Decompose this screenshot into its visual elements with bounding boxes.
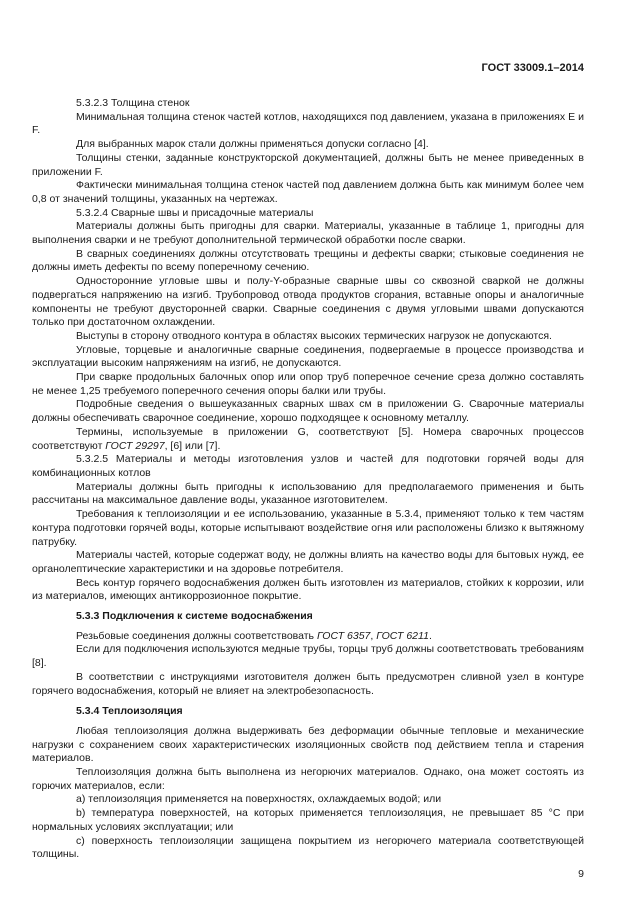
clause-heading: 5.3.2.4 Сварные швы и присадочные материалы [76, 206, 314, 219]
list-item: b) температура поверхностей, на которых применяется теплоизоляция, не превышает 85 °С при нормальных условиях эксплуатации; или [32, 807, 584, 833]
paragraph: Теплоизоляция должна быть выполнена из негорючих материалов. Однако, она может состоять из горючих материалов, если: [32, 766, 584, 792]
clause-heading: 5.3.2.5 Материалы и методы изготовления узлов и частей для подготовки горячей воды для комбинационных котлов [32, 453, 584, 479]
paragraph: Если для подключения используются медные трубы, торцы труб должны соответствовать требованиям [8]. [32, 643, 584, 670]
paragraph: В соответствии с инструкциями изготовителя должен быть предусмотрен сливной узел в контуре горячего водоснабжения, который не влияет на электробезопасность. [32, 670, 584, 697]
paragraph: Материалы должны быть пригодны для сварки. Материалы, указанные в таблице 1, пригодны для выполнения сварки и не требуют дополнительной термической обработки после сварки. [32, 220, 584, 247]
text-run: , [6] или [7]. [164, 439, 221, 452]
paragraph: Минимальная толщина стенок частей котлов, находящихся под давлением, указана в приложениях E и F. [32, 110, 584, 137]
standard-reference: ГОСТ 29297 [105, 439, 165, 452]
list-item: c) поверхность теплоизоляции защищена покрытием из негорючего материала соответствующей толщины. [32, 834, 584, 861]
paragraph: При сварке продольных балочных опор или опор труб поперечное сечение среза должно составлять не менее 1,25 требуемого поперечного сечения опоры балки или трубы. [32, 371, 584, 397]
paragraph: Односторонние угловые швы и полу-Y-образные сварные швы со сквозной сваркой не должны подвергаться напряжению на изгиб. Трубопровод отвода продуктов сгорания, вставные опоры и аналогичные компоненты не требуют двусторонней сварки. Сварные соединения с двумя угловыми швами допускаются только при достаточном охлаждении. [32, 275, 584, 329]
section-heading: 5.3.3 Подключения к системе водоснабжения [76, 610, 313, 623]
paragraph: Весь контур горячего водоснабжения должен быть изготовлен из материалов, стойких к коррозии, или из материалов, имеющих антикоррозионное покрытие. [32, 576, 584, 603]
paragraph: Любая теплоизоляция должна выдерживать без деформации обычные тепловые и механические нагрузки с сохранением своих характеристических изоляционных свойств под действием тепла и старения материалов. [32, 724, 584, 765]
standard-designation: ГОСТ 33009.1–2014 [481, 62, 584, 74]
list-item: a) теплоизоляция применяется на поверхностях, охлаждаемых водой; или [76, 793, 442, 806]
paragraph: Материалы должны быть пригодны к использованию для предполагаемого применения и быть рассчитаны на максимальное давление воды, указанное изготовителем. [32, 480, 584, 507]
section-heading: 5.3.4 Теплоизоляция [76, 705, 183, 718]
page-content [32, 97, 584, 862]
paragraph: Для выбранных марок стали должны применяться допуски согласно [4]. [76, 138, 429, 151]
clause-heading: 5.3.2.3 Толщина стенок [76, 97, 190, 109]
paragraph: Требования к теплоизоляции и ее использованию, указанные в 5.3.4, применяют только к тем частям контура подготовки горячей воды, которые испытывают воздействие огня или расположены близко к вытяжному патрубку. [32, 508, 584, 548]
text-run: , [370, 629, 377, 642]
text-run: . [428, 629, 432, 642]
paragraph: Толщины стенки, заданные конструкторской документацией, должны быть не менее приведенных в приложении F. [32, 151, 584, 178]
paragraph: Фактически минимальная толщина стенок частей под давлением должна быть как минимум более чем 0,8 от значений толщины, указанных на чертежах. [32, 179, 584, 205]
paragraph [32, 630, 584, 644]
text-run: Термины, используемые в приложении G, соответствуют [5]. Номера сварочных процессов соответствуют [32, 425, 584, 452]
page-number: 9 [578, 868, 584, 880]
paragraph: Подробные сведения о вышеуказанных сварных швах см в приложении G. Сварочные материалы должны обеспечивать сварочное соединение, хорошо подходящее к основному металлу. [32, 398, 584, 425]
paragraph: В сварных соединениях должны отсутствовать трещины и дефекты сварки; стыковые соединения не должны иметь дефекты по всему поперечному сечению. [32, 247, 584, 274]
paragraph: Материалы частей, которые содержат воду, не должны влиять на качество воды для бытовых нужд, ее органолептические характеристики и на здоровье потребителя. [32, 549, 584, 575]
paragraph: Угловые, торцевые и аналогичные сварные соединения, подвергаемые в процессе производства и эксплуатации высоким напряжениям на изгиб, не допускаются. [32, 343, 584, 370]
standard-reference: ГОСТ 6357 [316, 629, 371, 642]
text-run: Резьбовые соединения должны соответствовать [76, 629, 317, 642]
paragraph: Выступы в сторону отводного контура в областях высоких термических нагрузок не допускаются. [76, 329, 552, 342]
standard-reference: ГОСТ 6211 [376, 629, 429, 642]
paragraph [32, 426, 584, 453]
